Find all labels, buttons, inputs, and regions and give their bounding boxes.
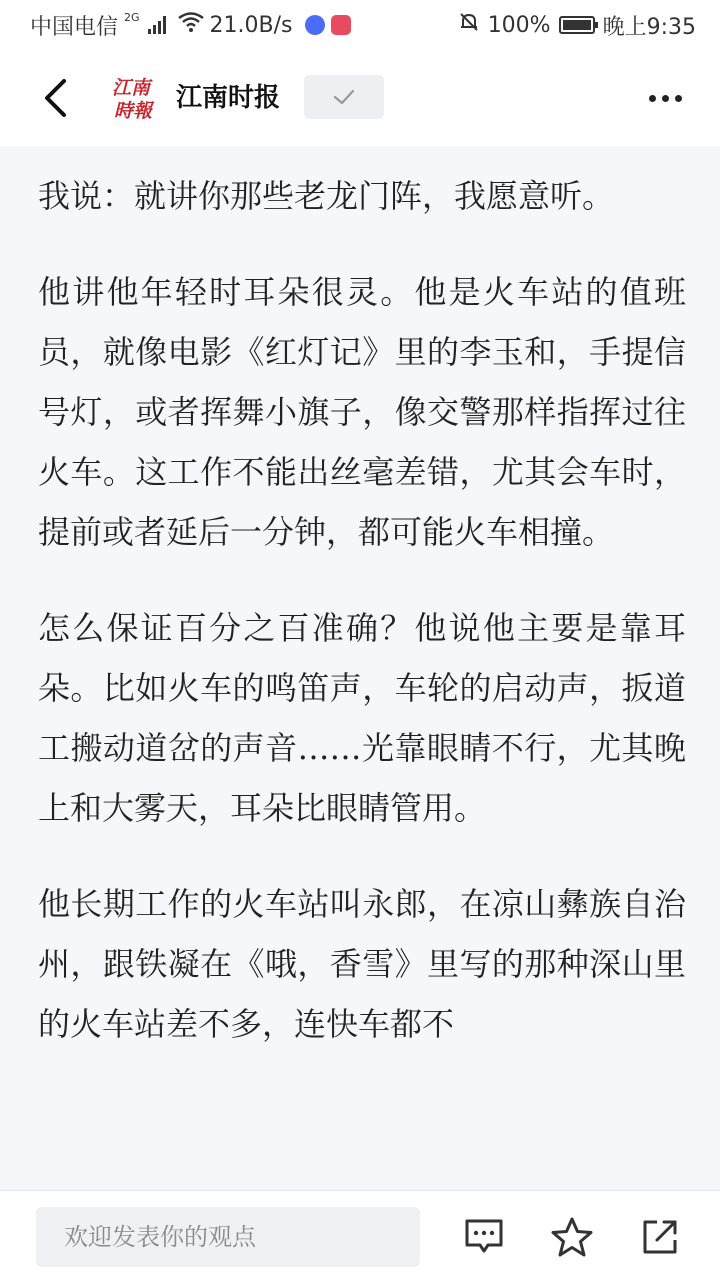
comment-button[interactable] xyxy=(460,1213,508,1261)
battery-percent: 100% xyxy=(487,12,551,38)
share-icon xyxy=(640,1217,680,1257)
status-left xyxy=(30,0,351,50)
clock: 晚上9:35 xyxy=(602,14,696,40)
article-paragraph: 我说：就讲你那些老龙门阵，我愿意听。 xyxy=(38,177,615,215)
svg-text:時報: 時報 xyxy=(114,100,153,122)
article-paragraph: 他讲他年轻时耳朵很灵。他是火车站的值班员，就像电影《红灯记》里的李玉和，手提信号灯，或者挥舞小旗子，像交警那样指挥过往火车。这工作不能出丝毫差错，尤其会车时，提前或者延后一分钟，都可能火车相撞。 xyxy=(38,273,686,551)
svg-text:江南: 江南 xyxy=(112,77,151,99)
signal-icon xyxy=(148,16,166,34)
star-icon xyxy=(550,1216,594,1258)
comment-input[interactable] xyxy=(36,1207,420,1267)
publisher-logo[interactable] xyxy=(108,72,160,124)
reader-app-icon xyxy=(331,15,351,35)
back-arrow-icon xyxy=(42,78,68,118)
network-type: 2G xyxy=(124,10,140,24)
bottom-action-bar xyxy=(0,1190,720,1280)
status-bar xyxy=(0,0,720,50)
comment-icon xyxy=(463,1217,505,1257)
status-right xyxy=(458,0,696,50)
music-app-icon xyxy=(305,15,325,35)
carrier-name: 中国电信 xyxy=(30,14,119,40)
share-button[interactable] xyxy=(636,1213,684,1261)
check-icon xyxy=(332,88,356,106)
back-button[interactable] xyxy=(30,72,80,124)
more-dots-icon xyxy=(649,95,682,102)
battery-icon xyxy=(559,16,595,34)
article-paragraph: 他长期工作的火车站叫永郎，在凉山彝族自治州，跟铁凝在《哦，香雪》里写的那种深山里的火车站差不多，连快车都不 xyxy=(38,885,686,1043)
article-header xyxy=(0,50,720,146)
article-body xyxy=(38,146,686,1190)
favorite-button[interactable] xyxy=(548,1213,596,1261)
follow-button[interactable] xyxy=(304,75,384,119)
article-paragraph: 怎么保证百分之百准确？他说他主要是靠耳朵。比如火车的鸣笛声，车轮的启动声，扳道工搬动道岔的声音……光靠眼睛不行，尤其晚上和大雾天，耳朵比眼睛管用。 xyxy=(38,609,686,827)
publisher-name[interactable]: 江南时报 xyxy=(176,83,281,113)
network-speed: 21.0B/s xyxy=(209,12,293,38)
wifi-icon xyxy=(178,12,204,38)
mute-bell-icon xyxy=(458,11,480,39)
more-options-button[interactable] xyxy=(640,80,690,116)
